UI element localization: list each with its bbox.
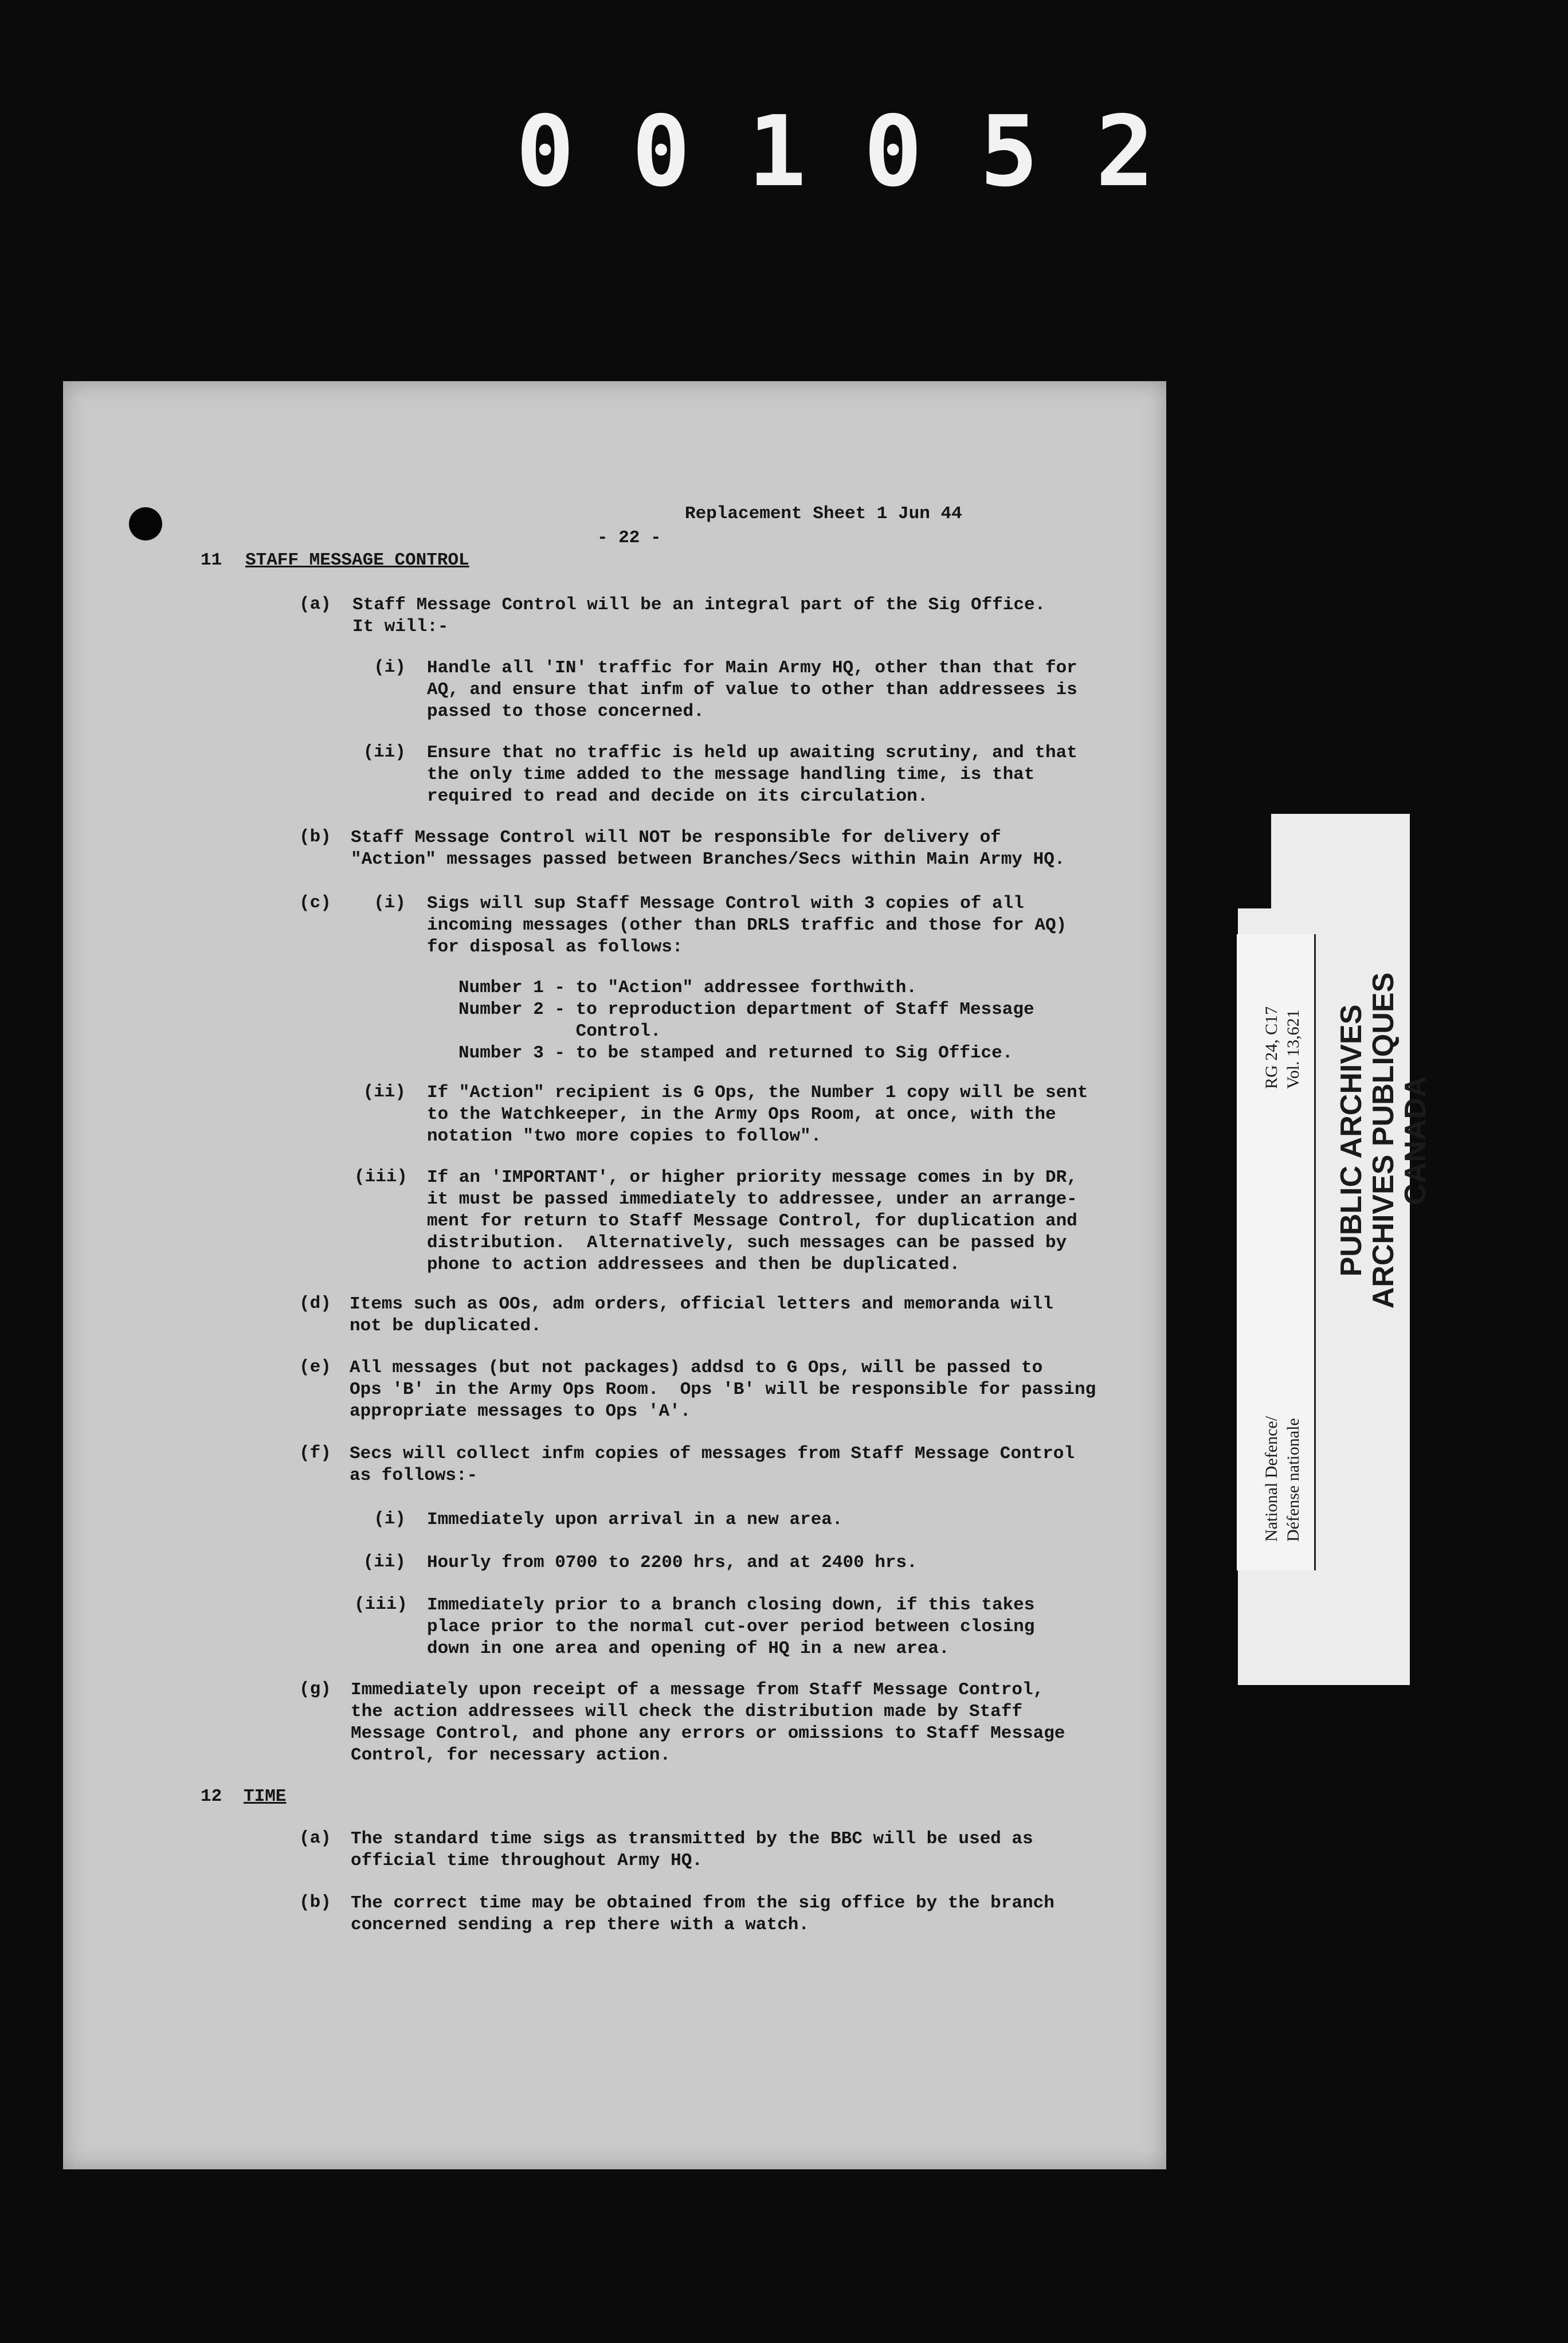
para-text: Secs will collect infm copies of messages from Staff Message Control as follows:- xyxy=(350,1444,1075,1486)
sub-text: If an 'IMPORTANT', or higher priority message comes in by DR, it must be passed immediately to addressee, under an arrange- ment for return to Staff Message Control, for duplication and distribution. Alternatively, such messages can be passed by phone to action addressees and then be duplicated. xyxy=(427,1167,1077,1275)
sub-text: Ensure that no traffic is held up awaiting scrutiny, and that the only time added to the message handling time, is that required to read and decide on its circulation. xyxy=(427,743,1077,806)
sub-number: (ii) xyxy=(363,1552,406,1572)
para-text: Staff Message Control will NOT be responsible for delivery of "Action" messages passed between Branches/Secs within Main Army HQ. xyxy=(351,828,1065,869)
section-number: 12 xyxy=(201,1786,222,1807)
para-letter: (e) xyxy=(299,1357,331,1377)
para-letter: (b) xyxy=(299,827,331,847)
sub-text: Immediately upon arrival in a new area. xyxy=(427,1510,843,1530)
section-heading: TIME xyxy=(244,1786,287,1807)
punch-hole xyxy=(129,507,162,540)
sub-text: If "Action" recipient is G Ops, the Number 1 copy will be sent to the Watchkeeper, in the Army Ops Room, at once, with the notation "two more copies to follow". xyxy=(427,1083,1088,1146)
sub-text: Handle all 'IN' traffic for Main Army HQ, other than that for AQ, and ensure that infm of value to other than addressees is passed to those concerned. xyxy=(427,658,1077,722)
sub-text: Hourly from 0700 to 2200 hrs, and at 2400 hrs. xyxy=(427,1553,918,1573)
para-text: The correct time may be obtained from the sig office by the branch concerned sending a rep there with a watch. xyxy=(351,1893,1055,1935)
sub-number: (ii) xyxy=(363,1082,406,1102)
sub-number: (i) xyxy=(374,893,406,913)
section-heading: STAFF MESSAGE CONTROL xyxy=(245,550,469,570)
section-number: 11 xyxy=(201,550,222,570)
disposal-list: Number 1 - to "Action" addressee forthwith. Number 2 - to reproduction department of Staff Message Control. Number 3 - to be stamped and returned to Sig Office. xyxy=(458,978,1034,1063)
para-letter: (d) xyxy=(299,1294,331,1314)
para-letter: (f) xyxy=(299,1443,331,1463)
stamp-line-archives-publiques: ARCHIVES PUBLIQUES xyxy=(1367,972,1400,1309)
stamp-line-public-archives: PUBLIC ARCHIVES xyxy=(1335,1004,1368,1277)
page-number: - 22 - xyxy=(597,528,661,548)
sub-text: Sigs will sup Staff Message Control with 3 copies of all incoming messages (other than DRLS traffic and those for AQ) for disposal as follows: xyxy=(427,894,1067,957)
sub-number: (i) xyxy=(374,1509,406,1529)
para-text: Immediately upon receipt of a message from Staff Message Control, the action addressees will check the distribution made by Staff Message Control, and phone any errors or omissions to Staff Message Control, for necessary action. xyxy=(351,1680,1065,1765)
stamp-dept-fr: Défense nationale xyxy=(1284,1418,1303,1542)
sub-number: (iii) xyxy=(354,1167,408,1187)
stamp-dept-en: National Defence/ xyxy=(1262,1416,1281,1542)
para-letter: (b) xyxy=(299,1893,331,1913)
stamp-ref-rg: RG 24, C17 xyxy=(1262,1006,1281,1089)
para-letter: (c) xyxy=(299,893,331,913)
para-letter: (a) xyxy=(299,594,331,614)
para-letter: (a) xyxy=(299,1828,331,1848)
para-text: Items such as OOs, adm orders, official letters and memoranda will not be duplicated. xyxy=(350,1294,1053,1336)
para-letter: (g) xyxy=(299,1679,331,1699)
sub-number: (iii) xyxy=(354,1594,408,1615)
replacement-sheet-header: Replacement Sheet 1 Jun 44 xyxy=(685,504,962,524)
sub-number: (ii) xyxy=(363,742,406,762)
para-text: All messages (but not packages) addsd to G Ops, will be passed to Ops 'B' in the Army Ops Room. Ops 'B' will be responsible for passing appropriate messages to Ops 'A'. xyxy=(350,1358,1096,1421)
para-text: Staff Message Control will be an integral part of the Sig Office. It will:- xyxy=(352,595,1046,637)
sub-number: (i) xyxy=(374,657,406,677)
sub-text: Immediately prior to a branch closing down, if this takes place prior to the normal cut-over period between closing down in one area and opening of HQ in a new area. xyxy=(427,1595,1035,1659)
stamp-ref-vol: Vol. 13,621 xyxy=(1284,1009,1303,1089)
microfilm-frame-number: 001052 xyxy=(516,95,1212,209)
para-text: The standard time sigs as transmitted by the BBC will be used as official time throughout Army HQ. xyxy=(351,1829,1033,1871)
stamp-card-notch xyxy=(1238,814,1271,908)
stamp-line-canada: CANADA xyxy=(1399,1076,1432,1205)
